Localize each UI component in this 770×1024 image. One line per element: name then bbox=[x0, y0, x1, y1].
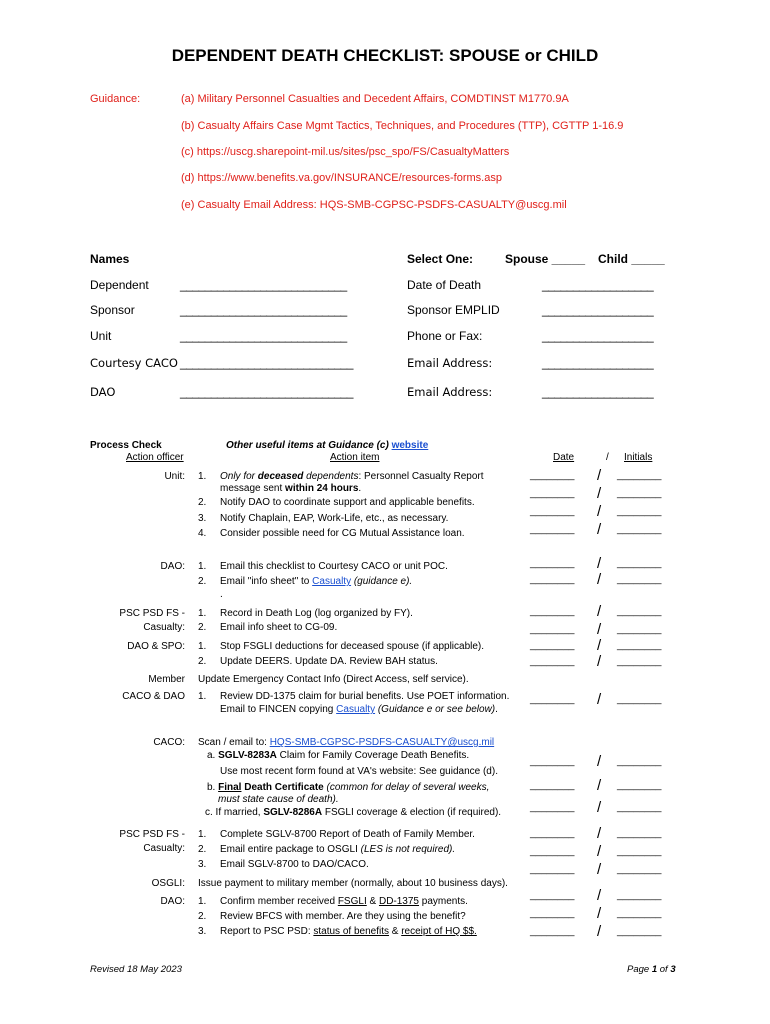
unit-step-3: Notify Chaplain, EAP, Work-Life, etc., as necessary. bbox=[220, 513, 449, 524]
member-step: Update Emergency Contact Info (Direct Access, self service). bbox=[198, 674, 469, 685]
date-of-death-field[interactable]: __________________ bbox=[542, 278, 654, 292]
unit-step-1: Only for deceased dependents: Personnel Casualty Report bbox=[220, 471, 484, 482]
initials-blank[interactable]: ________ bbox=[617, 864, 662, 875]
initials-blank[interactable]: ________ bbox=[617, 828, 662, 839]
psc2-officer-line2: Casualty: bbox=[143, 843, 185, 854]
caco-scan-line: Scan / email to: HQS-SMB-CGPSC-PSDFS-CASUALTY@uscg.mil bbox=[198, 737, 495, 748]
date-blank[interactable]: ________ bbox=[530, 574, 575, 585]
slash-divider: / bbox=[597, 571, 602, 588]
guidance-item-c[interactable]: (c) https://uscg.sharepoint-mil.us/sites/psc_spo/FS/CasualtyMatters bbox=[181, 146, 510, 158]
courtesy-caco-field[interactable]: ____________________________ bbox=[180, 356, 353, 370]
date-blank[interactable]: ________ bbox=[530, 694, 575, 705]
unit-label: Unit bbox=[90, 329, 112, 343]
unit-step-1-cont: message sent within 24 hours. bbox=[220, 483, 362, 494]
date-of-death-label: Date of Death bbox=[407, 278, 482, 292]
email-address-label-1: Email Address: bbox=[407, 356, 493, 370]
slash-divider: / bbox=[597, 467, 602, 484]
step-number: 1. bbox=[198, 561, 207, 572]
slash-header: / bbox=[606, 452, 609, 463]
date-blank[interactable]: ________ bbox=[530, 640, 575, 651]
step-number: 3. bbox=[198, 513, 207, 524]
date-blank[interactable]: ________ bbox=[530, 908, 575, 919]
caco-item-a-cont: Use most recent form found at VA's website: See guidance (d). bbox=[220, 766, 498, 777]
member-officer: Member bbox=[148, 674, 185, 685]
unit-step-4: Consider possible need for CG Mutual Assistance loan. bbox=[220, 528, 465, 539]
initials-blank[interactable]: ________ bbox=[617, 926, 662, 937]
date-blank[interactable]: ________ bbox=[530, 606, 575, 617]
dao-step-2: Email "info sheet" to Casualty (guidance e). bbox=[220, 576, 413, 587]
guidance-item-a: (a) Military Personnel Casualties and Decedent Affairs, COMDTINST M1770.9A bbox=[181, 93, 569, 105]
step-number: 2. bbox=[198, 656, 207, 667]
psc-step-2: Email info sheet to CG-09. bbox=[220, 622, 338, 633]
initials-blank[interactable]: ________ bbox=[617, 846, 662, 857]
caco-officer: CACO: bbox=[153, 737, 185, 748]
sponsor-emplid-label: Sponsor EMPLID bbox=[407, 303, 500, 317]
initials-blank[interactable]: ________ bbox=[617, 890, 662, 901]
action-item-header: Action item bbox=[330, 452, 380, 463]
psc2-step-2: Email entire package to OSGLI (LES is not required). bbox=[220, 844, 456, 855]
email-address-label-2: Email Address: bbox=[407, 385, 493, 399]
page-number: Page 1 of 3 bbox=[627, 964, 676, 975]
initials-blank[interactable]: ________ bbox=[617, 488, 662, 499]
slash-divider: / bbox=[597, 521, 602, 538]
psc2-officer-line1: PSC PSD FS - bbox=[119, 829, 185, 840]
caco-item-a: a. SGLV-8283A Claim for Family Coverage Death Benefits. bbox=[207, 750, 470, 761]
caco-item-c: c. If married, SGLV-8286A FSGLI coverage & election (if required). bbox=[205, 807, 502, 818]
dependent-field[interactable]: ___________________________ bbox=[180, 278, 347, 292]
page-title: DEPENDENT DEATH CHECKLIST: SPOUSE or CHILD bbox=[171, 46, 599, 65]
date-blank[interactable]: ________ bbox=[530, 864, 575, 875]
names-header: Names bbox=[90, 252, 130, 266]
date-header: Date bbox=[553, 452, 575, 463]
casualty-email-link[interactable]: HQS-SMB-CGPSC-PSDFS-CASUALTY@uscg.mil bbox=[269, 737, 495, 748]
slash-divider: / bbox=[597, 503, 602, 520]
psc2-step-3: Email SGLV-8700 to DAO/CACO. bbox=[220, 859, 369, 870]
sponsor-label: Sponsor bbox=[90, 303, 135, 317]
osgli-officer: OSGLI: bbox=[151, 878, 185, 889]
step-number: 1. bbox=[198, 896, 207, 907]
initials-blank[interactable]: ________ bbox=[617, 756, 662, 767]
email-address-field-1[interactable]: __________________ bbox=[542, 356, 654, 370]
casualty-link[interactable]: Casualty bbox=[336, 704, 376, 715]
caco-dao-officer: CACO & DAO bbox=[122, 691, 185, 702]
sponsor-emplid-field[interactable]: __________________ bbox=[542, 303, 654, 317]
revised-date: Revised 18 May 2023 bbox=[90, 964, 182, 975]
dao-step-dot: . bbox=[220, 589, 223, 600]
email-address-field-2[interactable]: __________________ bbox=[542, 385, 654, 399]
dao2-officer: DAO: bbox=[160, 896, 185, 907]
initials-blank[interactable]: ________ bbox=[617, 574, 662, 585]
date-blank[interactable]: ________ bbox=[530, 624, 575, 635]
step-number: 1. bbox=[198, 608, 207, 619]
initials-blank[interactable]: ________ bbox=[617, 470, 662, 481]
unit-officer: Unit: bbox=[164, 471, 185, 482]
step-number: 2. bbox=[198, 497, 207, 508]
date-blank[interactable]: ________ bbox=[530, 802, 575, 813]
step-number: 3. bbox=[198, 859, 207, 870]
unit-step-2: Notify DAO to coordinate support and applicable benefits. bbox=[220, 497, 475, 508]
step-number: 2. bbox=[198, 576, 207, 587]
date-blank[interactable]: ________ bbox=[530, 506, 575, 517]
date-blank[interactable]: ________ bbox=[530, 780, 575, 791]
dao-spo-step-2: Update DEERS. Update DA. Review BAH status. bbox=[220, 656, 438, 667]
step-number: 2. bbox=[198, 622, 207, 633]
initials-blank[interactable]: ________ bbox=[617, 802, 662, 813]
action-officer-header: Action officer bbox=[126, 452, 184, 463]
date-blank[interactable]: ________ bbox=[530, 890, 575, 901]
date-blank[interactable]: ________ bbox=[530, 524, 575, 535]
slash-divider: / bbox=[597, 887, 602, 904]
initials-blank[interactable]: ________ bbox=[617, 640, 662, 651]
initials-blank[interactable]: ________ bbox=[617, 624, 662, 635]
date-blank[interactable]: ________ bbox=[530, 756, 575, 767]
initials-blank[interactable]: ________ bbox=[617, 656, 662, 667]
initials-blank[interactable]: ________ bbox=[617, 558, 662, 569]
step-number: 3. bbox=[198, 926, 207, 937]
step-number: 2. bbox=[198, 911, 207, 922]
initials-blank[interactable]: ________ bbox=[617, 606, 662, 617]
slash-divider: / bbox=[597, 905, 602, 922]
phone-fax-label: Phone or Fax: bbox=[407, 329, 483, 343]
step-number: 1. bbox=[198, 829, 207, 840]
caco-item-b: b. Final Death Certificate (common for delay of several weeks, bbox=[207, 782, 490, 793]
osgli-step: Issue payment to military member (normally, about 10 business days). bbox=[198, 878, 508, 889]
dao-field[interactable]: ____________________________ bbox=[180, 385, 353, 399]
select-one-label: Select One: bbox=[407, 252, 474, 266]
slash-divider: / bbox=[597, 799, 602, 816]
date-blank[interactable]: ________ bbox=[530, 558, 575, 569]
child-option[interactable]: Child _____ bbox=[598, 252, 665, 266]
slash-divider: / bbox=[597, 777, 602, 794]
casualty-link[interactable]: Casualty bbox=[312, 576, 352, 587]
dao-label: DAO bbox=[90, 385, 116, 399]
date-blank[interactable]: ________ bbox=[530, 656, 575, 667]
initials-blank[interactable]: ________ bbox=[617, 524, 662, 535]
slash-divider: / bbox=[597, 691, 602, 708]
website-link[interactable]: website bbox=[391, 440, 429, 451]
other-items-header: Other useful items at Guidance (c) bbox=[226, 440, 389, 451]
date-blank[interactable]: ________ bbox=[530, 470, 575, 481]
initials-blank[interactable]: ________ bbox=[617, 780, 662, 791]
unit-field[interactable]: ___________________________ bbox=[180, 329, 347, 343]
psc-step-1: Record in Death Log (log organized by FY). bbox=[220, 608, 413, 619]
caco-item-b-cont: must state cause of death). bbox=[218, 794, 339, 805]
date-blank[interactable]: ________ bbox=[530, 846, 575, 857]
date-blank[interactable]: ________ bbox=[530, 926, 575, 937]
guidance-label: Guidance: bbox=[90, 93, 141, 105]
courtesy-caco-label: Courtesy CACO bbox=[90, 356, 178, 370]
step-number: 1. bbox=[198, 641, 207, 652]
initials-header: Initials bbox=[624, 452, 653, 463]
step-number: 1. bbox=[198, 691, 207, 702]
slash-divider: / bbox=[597, 603, 602, 620]
slash-divider: / bbox=[597, 555, 602, 572]
slash-divider: / bbox=[597, 485, 602, 502]
dao-step-1: Email this checklist to Courtesy CACO or unit POC. bbox=[220, 561, 448, 572]
psc2-step-1: Complete SGLV-8700 Report of Death of Family Member. bbox=[220, 829, 475, 840]
dao-spo-step-1: Stop FSGLI deductions for deceased spouse (if applicable). bbox=[220, 641, 485, 652]
dependent-label: Dependent bbox=[90, 278, 149, 292]
slash-divider: / bbox=[597, 621, 602, 638]
slash-divider: / bbox=[597, 843, 602, 860]
guidance-item-b: (b) Casualty Affairs Case Mgmt Tactics, Techniques, and Procedures (TTP), CGTTP 1-16.9 bbox=[181, 120, 624, 132]
slash-divider: / bbox=[597, 753, 602, 770]
psc-officer-line1: PSC PSD FS - bbox=[119, 608, 185, 619]
caco-dao-step-1-cont: Email to FINCEN copying Casualty (Guidance e or see below). bbox=[220, 704, 498, 715]
sponsor-field[interactable]: ___________________________ bbox=[180, 303, 347, 317]
phone-fax-field[interactable]: __________________ bbox=[542, 329, 654, 343]
dao-officer: DAO: bbox=[160, 561, 185, 572]
dao2-step-1: Confirm member received FSGLI & DD-1375 payments. bbox=[220, 896, 468, 907]
spouse-option[interactable]: Spouse _____ bbox=[505, 252, 586, 266]
slash-divider: / bbox=[597, 861, 602, 878]
step-number: 2. bbox=[198, 844, 207, 855]
slash-divider: / bbox=[597, 637, 602, 654]
psc-officer-line2: Casualty: bbox=[143, 622, 185, 633]
step-number: 4. bbox=[198, 528, 207, 539]
initials-blank[interactable]: ________ bbox=[617, 908, 662, 919]
date-blank[interactable]: ________ bbox=[530, 828, 575, 839]
dao-spo-officer: DAO & SPO: bbox=[127, 641, 185, 652]
initials-blank[interactable]: ________ bbox=[617, 694, 662, 705]
guidance-item-e[interactable]: (e) Casualty Email Address: HQS-SMB-CGPSC-PSDFS-CASUALTY@uscg.mil bbox=[181, 199, 567, 211]
slash-divider: / bbox=[597, 825, 602, 842]
date-blank[interactable]: ________ bbox=[530, 488, 575, 499]
slash-divider: / bbox=[597, 923, 602, 940]
guidance-item-d[interactable]: (d) https://www.benefits.va.gov/INSURANCE/resources-forms.asp bbox=[181, 172, 502, 184]
process-check-header: Process Check bbox=[90, 440, 162, 451]
dao2-step-2: Review BFCS with member. Are they using the benefit? bbox=[220, 911, 466, 922]
caco-dao-step-1: Review DD-1375 claim for burial benefits. Use POET information. bbox=[220, 691, 510, 702]
step-number: 1. bbox=[198, 471, 207, 482]
slash-divider: / bbox=[597, 653, 602, 670]
dao2-step-3: Report to PSC PSD: status of benefits & receipt of HQ $$. bbox=[220, 926, 477, 937]
initials-blank[interactable]: ________ bbox=[617, 506, 662, 517]
